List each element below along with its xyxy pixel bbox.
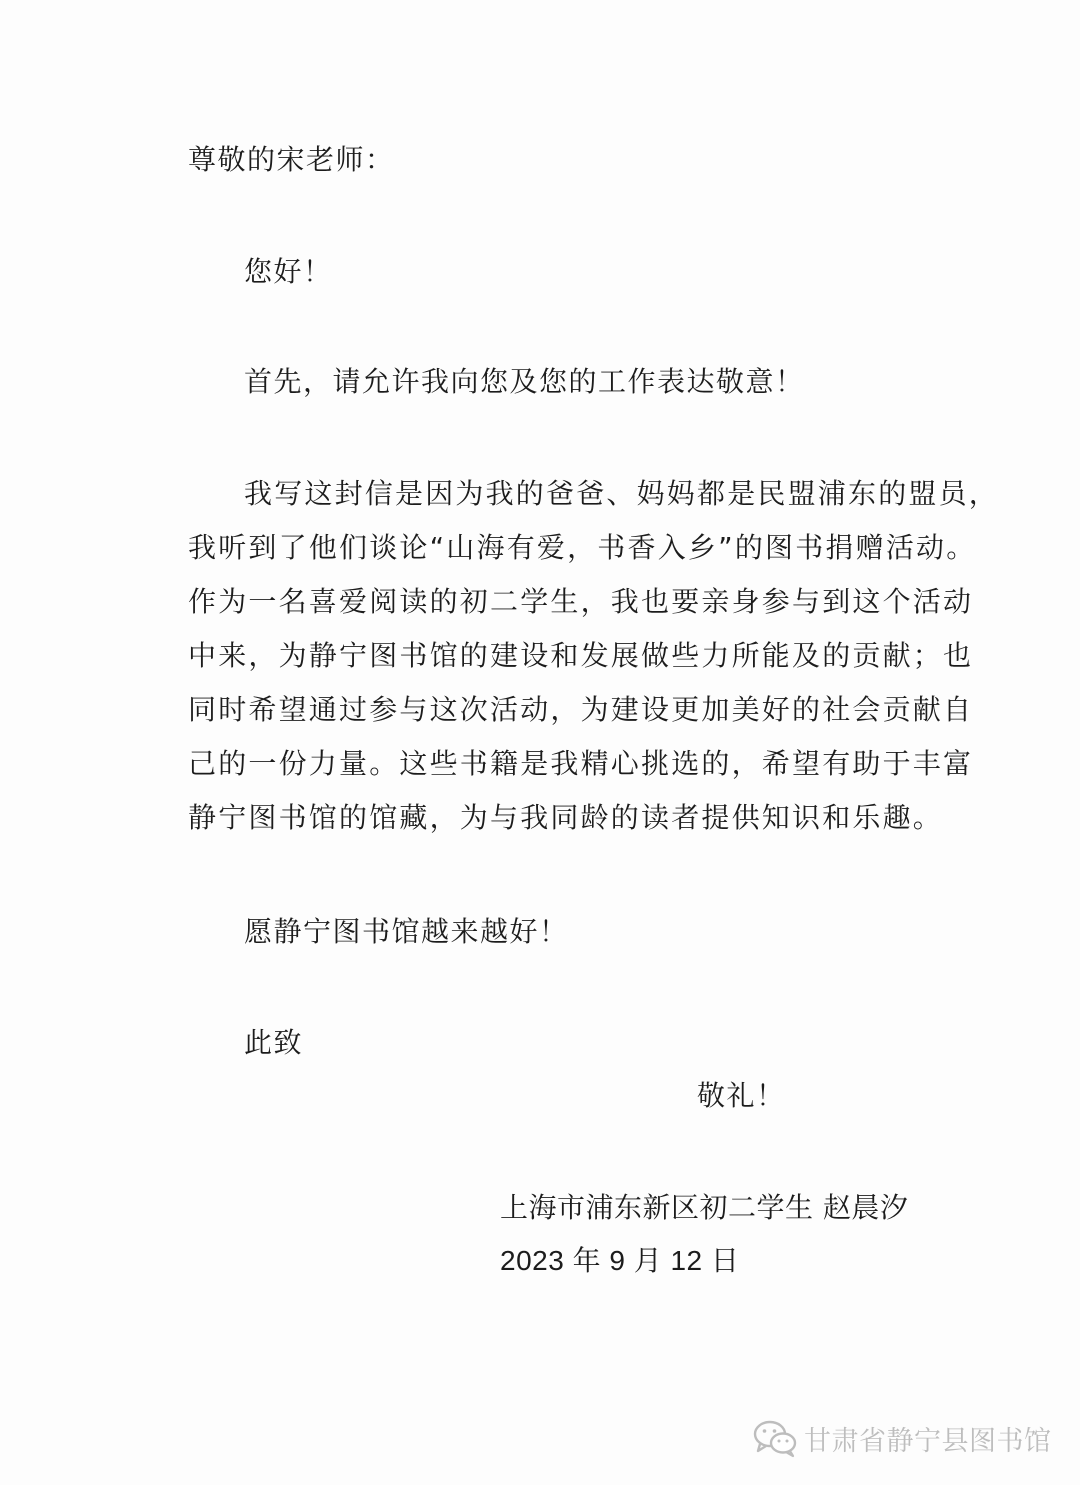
- body-paragraph-line: 同时希望通过参与这次活动，为建设更加美好的社会贡献自: [188, 693, 974, 726]
- body-paragraph-line: 静宁图书馆的馆藏，为与我同龄的读者提供知识和乐趣。: [188, 801, 944, 834]
- greeting: 您好！: [244, 255, 333, 288]
- salutation: 尊敬的宋老师：: [188, 143, 395, 176]
- body-paragraph-line: 己的一份力量。这些书籍是我精心挑选的，希望有助于丰富: [188, 747, 974, 780]
- wechat-icon: [752, 1418, 798, 1458]
- body-paragraph-line: 我写这封信是因为我的爸爸、妈妈都是民盟浦东的盟员，: [244, 477, 1000, 510]
- closing-jingli: 敬礼！: [697, 1079, 786, 1112]
- closing-cizhi: 此致: [244, 1026, 304, 1059]
- letter-date: 2023 年 9 月 12 日: [500, 1245, 740, 1276]
- watermark: [752, 1418, 1052, 1458]
- opening-paragraph: 首先，请允许我向您及您的工作表达敬意！: [244, 365, 805, 398]
- watermark-text: 甘肃省静宁县图书馆: [804, 1425, 1052, 1457]
- body-paragraph-line: 中来，为静宁图书馆的建设和发展做些力所能及的贡献；也: [188, 639, 974, 672]
- wish-line: 愿静宁图书馆越来越好！: [244, 915, 569, 948]
- body-paragraph-line: 我听到了他们谈论“山海有爱，书香入乡”的图书捐赠活动。: [188, 531, 977, 564]
- signature: 上海市浦东新区初二学生 赵晨汐: [500, 1191, 909, 1224]
- body-paragraph-line: 作为一名喜爱阅读的初二学生，我也要亲身参与到这个活动: [188, 585, 974, 618]
